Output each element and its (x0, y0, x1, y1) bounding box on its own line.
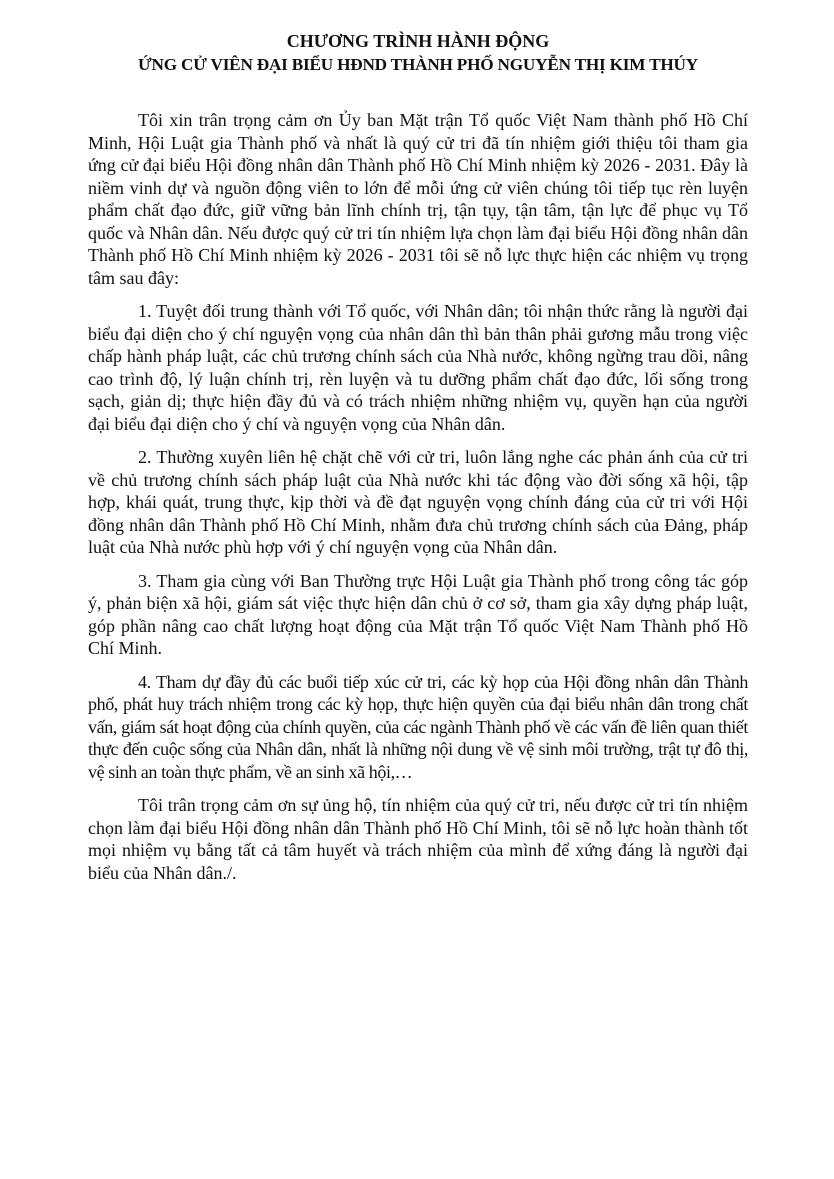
paragraph-item-3: 3. Tham gia cùng với Ban Thường trực Hội Luật gia Thành phố trong công tác góp ý, phản biện xã hội, giám sát việc thực hiện dân chủ ở cơ sở, tham gia xây dựng pháp luật, góp phần nâng cao chất lượng hoạt động của Mặt trận Tổ quốc Việt Nam Thành phố Hồ Chí Minh. (88, 570, 748, 658)
paragraph-intro: Tôi xin trân trọng cảm ơn Ủy ban Mặt trận Tổ quốc Việt Nam thành phố Hồ Chí Minh, Hội Luật gia Thành phố và nhất là quý cử tri đã tín nhiệm giới thiệu tôi tham gia ứng cử đại biểu Hội đồng nhân dân Thành phố Hồ Chí Minh nhiệm kỳ 2026 - 2031. Đây là niềm vinh dự và nguồn động viên to lớn để mỗi ứng cử viên chúng tôi tiếp tục rèn luyện phẩm chất đạo đức, giữ vững bản lĩnh chính trị, tận tụy, tận tâm, tận lực để phục vụ Tổ quốc và Nhân dân. Nếu được quý cử tri tín nhiệm lựa chọn làm đại biểu Hội đồng nhân dân Thành phố Hồ Chí Minh nhiệm kỳ 2026 - 2031 tôi sẽ nỗ lực thực hiện các nhiệm vụ trọng tâm sau đây: (88, 110, 748, 288)
document-title: CHƯƠNG TRÌNH HÀNH ĐỘNG (286, 31, 550, 51)
paragraph-closing: Tôi trân trọng cảm ơn sự ủng hộ, tín nhiệm của quý cử tri, nếu được cử tri tín nhiệm chọn làm đại biểu Hội đồng nhân dân Thành phố Hồ Chí Minh, tôi sẽ nỗ lực hoàn thành tốt mọi nhiệm vụ bằng tất cả tâm huyết và trách nhiệm của mình để xứng đáng là người đại biểu của Nhân dân./. (88, 795, 748, 883)
paragraph-item-1: 1. Tuyệt đối trung thành với Tổ quốc, với Nhân dân; tôi nhận thức rằng là người đại biểu đại diện cho ý chí nguyện vọng của nhân dân thì bản thân phải gương mẫu trong việc chấp hành pháp luật, các chủ trương chính sách của Nhà nước, không ngừng trau dồi, nâng cao trình độ, lý luận chính trị, rèn luyện và tu dưỡng phẩm chất đạo đức, lối sống trong sạch, giản dị; thực hiện đầy đủ và có trách nhiệm những nhiệm vụ, quyền hạn của người đại biểu đại diện cho ý chí và nguyện vọng của Nhân dân. (88, 301, 748, 434)
paragraph-item-2: 2. Thường xuyên liên hệ chặt chẽ với cử tri, luôn lắng nghe các phản ánh của cử tri về chủ trương chính sách pháp luật của Nhà nước khi tác động vào đời sống xã hội, tập hợp, khái quát, trung thực, kịp thời và đề đạt nguyện vọng chính đáng của cử tri với Hội đồng nhân dân Thành phố Hồ Chí Minh, nhằm đưa chủ trương chính sách của Đảng, pháp luật của Nhà nước phù hợp với ý chí nguyện vọng của Nhân dân. (88, 447, 748, 557)
paragraph-item-4: 4. Tham dự đầy đủ các buổi tiếp xúc cử tri, các kỳ họp của Hội đồng nhân dân Thành phố, phát huy trách nhiệm trong các kỳ họp, thực hiện quyền của đại biểu nhân dân trong chất vấn, giám sát hoạt động của chính quyền, của các ngành Thành phố về các vấn đề liên quan thiết thực đến cuộc sống của Nhân dân, nhất là những nội dung về vệ sinh môi trường, trật tự đô thị, vệ sinh an toàn thực phẩm, về an sinh xã hội,… (88, 671, 748, 782)
document-subtitle: ỨNG CỬ VIÊN ĐẠI BIỂU HĐND THÀNH PHỐ NGUYỄN THỊ KIM THÚY (138, 55, 698, 74)
